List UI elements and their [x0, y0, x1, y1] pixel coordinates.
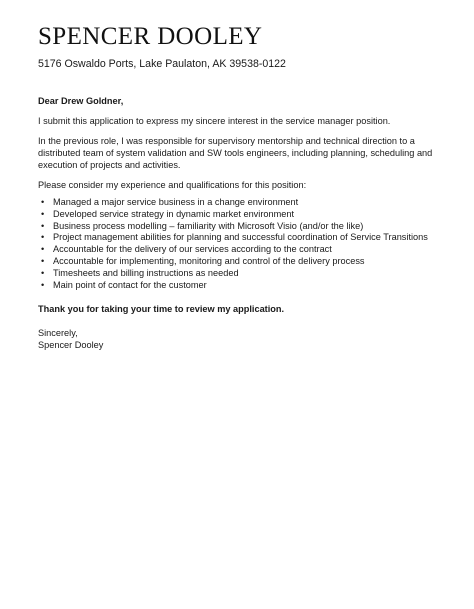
- bullet-icon: •: [41, 208, 45, 219]
- qualifications-intro: Please consider my experience and qualifications for this position:: [38, 180, 307, 190]
- list-item: • Accountable for implementing, monitoring and control of the delivery process: [41, 255, 365, 266]
- bullet-icon: •: [41, 279, 45, 290]
- applicant-address: 5176 Oswaldo Ports, Lake Paulaton, AK 39538-0122: [38, 58, 286, 70]
- bullet-icon: •: [41, 232, 45, 243]
- bullet-icon: •: [41, 220, 45, 231]
- list-item: • Managed a major service business in a change environment: [41, 197, 299, 207]
- closing-statement: Thank you for taking your time to review my application.: [38, 304, 285, 315]
- letter-body: [38, 95, 438, 351]
- bullet-icon: •: [41, 244, 45, 255]
- signature-name: Spencer Dooley: [38, 340, 104, 351]
- list-item: • Project management abilities for planning and successful coordination of Service Transitions: [41, 232, 428, 243]
- bullet-icon: •: [41, 255, 45, 266]
- salutation: Dear Drew Goldner,: [38, 96, 124, 106]
- list-item: • Accountable for the delivery of our services according to the contract: [41, 244, 332, 255]
- applicant-name: SPENCER DOOLEY: [38, 23, 263, 50]
- list-item: • Main point of contact for the customer: [41, 279, 207, 290]
- bullet-icon: •: [41, 267, 45, 278]
- bullet-icon: •: [41, 197, 45, 207]
- cover-letter: [38, 22, 438, 351]
- list-item: • Business process modelling – familiarity with Microsoft Visio (and/or the like): [41, 220, 364, 231]
- list-item: • Timesheets and billing instructions as needed: [41, 267, 239, 278]
- qualifications-list: [38, 197, 438, 291]
- experience-paragraph: In the previous role, I was responsible for supervisory mentorship and technical direction to a distributed team of system validation and SW tools engineers, including planning, scheduling and execution of projects and activities.: [38, 136, 433, 170]
- list-item: • Developed service strategy in dynamic market environment: [41, 208, 295, 219]
- intro-paragraph: I submit this application to express my sincere interest in the service manager position.: [38, 116, 391, 126]
- sign-off: Sincerely,: [38, 328, 78, 339]
